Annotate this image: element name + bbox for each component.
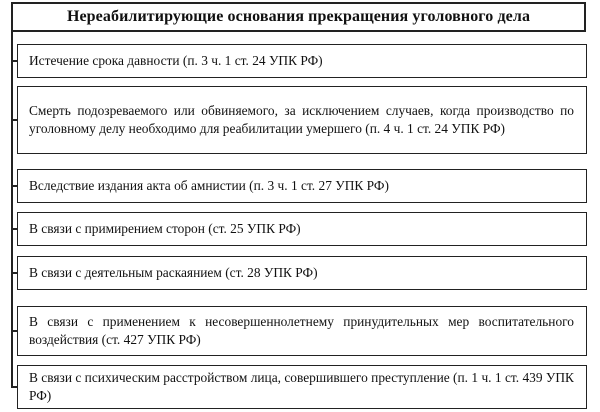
item-text: Смерть подозреваемого или обвиняемого, за исключением случаев, когда производство по уголовному делу необходимо для реабилитации умершего (п. 4 ч. 1 ст. 24 УПК РФ) xyxy=(29,103,574,136)
item-death-of-suspect xyxy=(11,86,587,154)
item-box xyxy=(17,365,587,409)
item-box xyxy=(17,256,587,290)
item-reconciliation xyxy=(11,212,587,246)
item-amnesty xyxy=(11,169,587,203)
item-text: В связи с применением к несовершеннолетнему принудительных мер воспитательного воздействия (ст. 427 УПК РФ) xyxy=(29,314,574,347)
item-box xyxy=(17,212,587,246)
item-active-repentance xyxy=(11,256,587,290)
item-text: Вследствие издания акта об амнистии (п. 3 ч. 1 ст. 27 УПК РФ) xyxy=(29,178,389,193)
item-box xyxy=(17,86,587,154)
item-juvenile-measures xyxy=(11,306,587,356)
item-text: Истечение срока давности (п. 3 ч. 1 ст. 24 УПК РФ) xyxy=(29,53,323,68)
diagram-title xyxy=(11,2,586,32)
item-text: В связи с психическим расстройством лица, совершившего преступление (п. 1 ч. 1 ст. 439 УПК РФ) xyxy=(29,370,574,403)
item-mental-disorder xyxy=(11,365,587,409)
item-box xyxy=(17,44,587,78)
item-text: В связи с примирением сторон (ст. 25 УПК РФ) xyxy=(29,221,301,236)
item-statute-of-limitations xyxy=(11,44,587,78)
item-text: В связи с деятельным раскаянием (ст. 28 УПК РФ) xyxy=(29,265,318,280)
item-box xyxy=(17,169,587,203)
item-box xyxy=(17,306,587,356)
diagram-title-text: Нереабилитирующие основания прекращения уголовного дела xyxy=(66,8,531,25)
